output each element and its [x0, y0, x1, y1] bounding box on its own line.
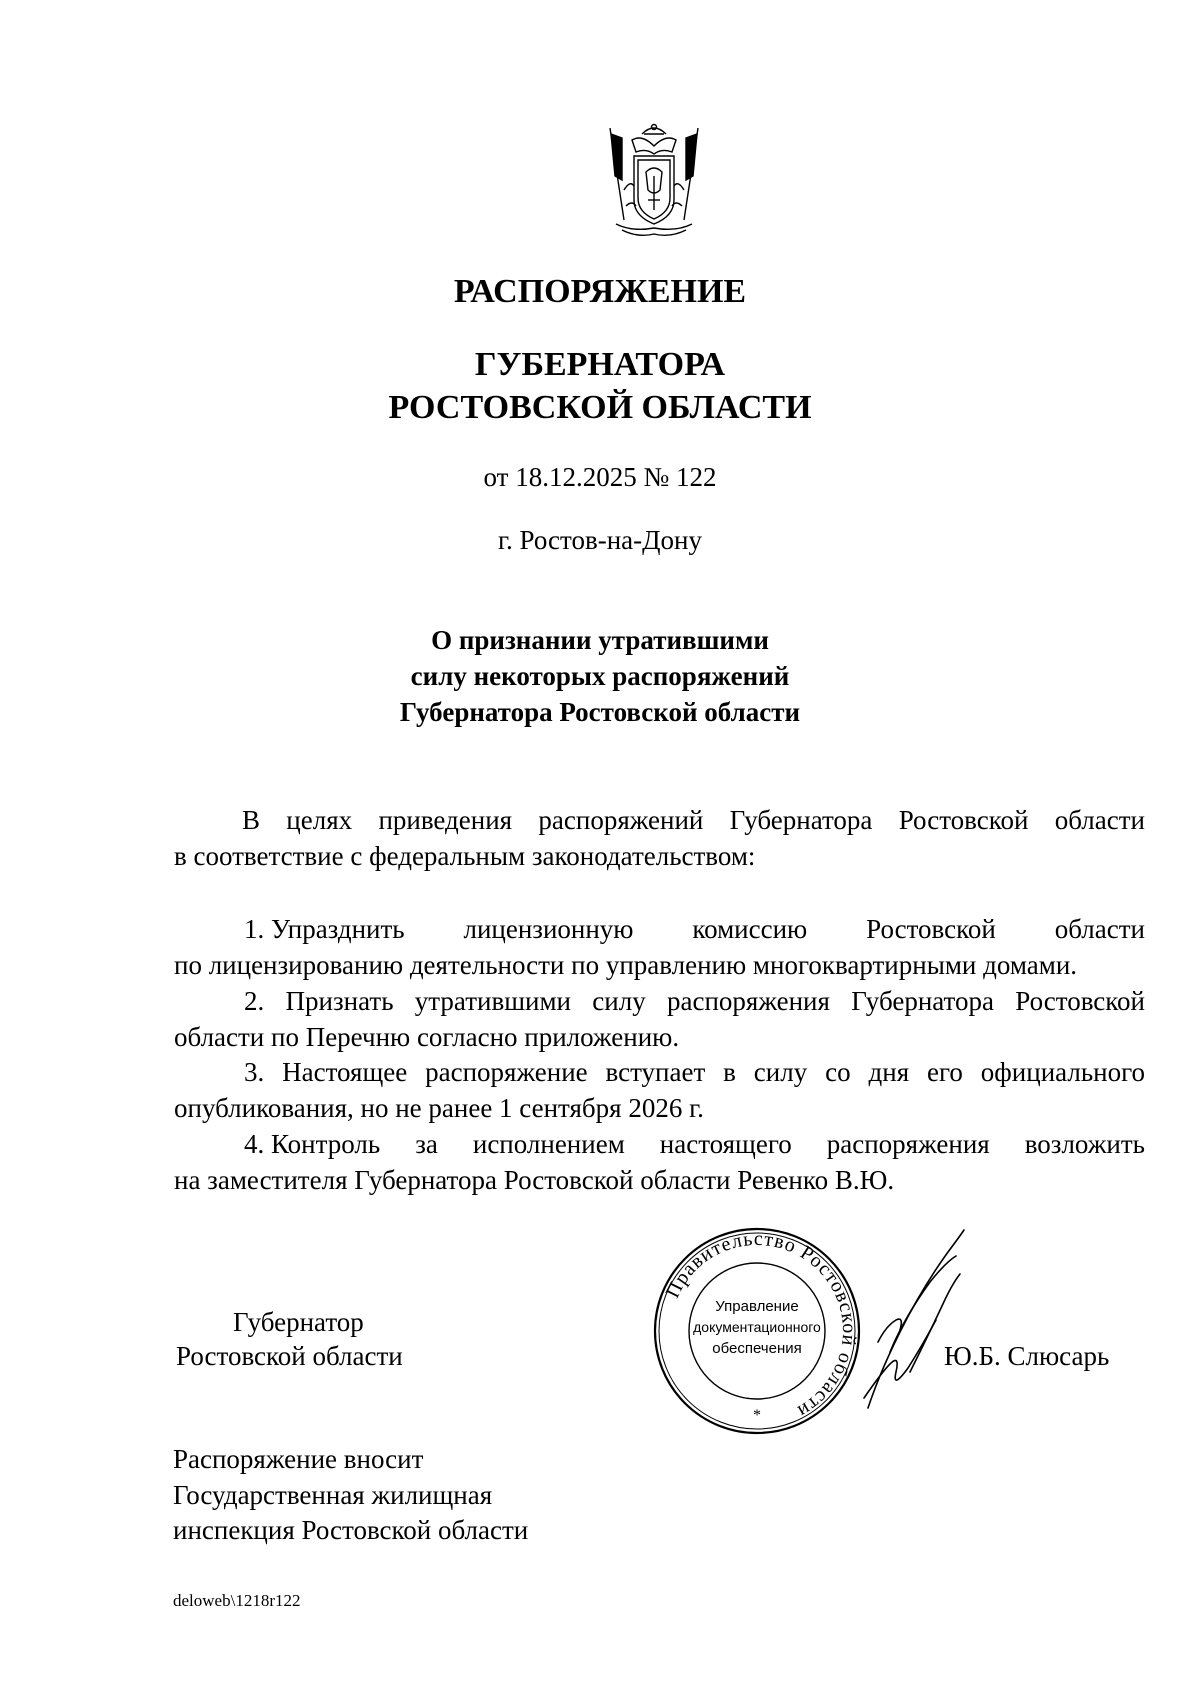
item-1-word: комиссию	[692, 914, 808, 944]
item-3-line2: опубликования, но не ранее 1 сентября 2026 г.	[174, 1093, 704, 1123]
signatory-position-line2: Ростовской области	[176, 1341, 403, 1371]
coat-of-arms-emblem	[602, 120, 706, 240]
item-2-line2: области по Перечню согласно приложению.	[174, 1022, 680, 1052]
date-and-number: от 18.12.2025 № 122	[483, 462, 717, 492]
item-1-word: 1. Упразднить	[244, 914, 405, 944]
item-1-word: лицензионную	[463, 914, 634, 944]
stamp-inner-line1: Управление	[715, 1298, 799, 1315]
item-1-line1	[174, 912, 1145, 946]
item-4-line1	[174, 1127, 1145, 1161]
item-4-word: возложить	[1024, 1129, 1145, 1159]
item-4-word: исполнением	[472, 1129, 625, 1159]
subject-line2: силу некоторых распоряжений	[410, 661, 790, 691]
official-stamp	[652, 1226, 862, 1436]
submitted-by-line3: инспекция Ростовской области	[173, 1515, 529, 1545]
item-4-word: 4. Контроль	[244, 1129, 381, 1159]
subject-line1: О признании утратившими	[431, 625, 769, 655]
stamp-outer-text: Правительство Ростовской области	[661, 1227, 861, 1423]
city: г. Ростов-на-Дону	[497, 525, 702, 555]
handwritten-signature	[860, 1222, 970, 1412]
stamp-star: *	[753, 1407, 761, 1424]
preamble-line2: в соответствие с федеральным законодательством:	[174, 841, 756, 871]
signatory-position-line1: Губернатор	[233, 1307, 364, 1337]
item-2-line1: 2. Признать утратившими силу распоряжения Губернатора Ростовской	[244, 986, 1145, 1016]
issuer-title-line2: РОСТОВСКОЙ ОБЛАСТИ	[388, 389, 812, 426]
item-4-line2: на заместителя Губернатора Ростовской области Ревенко В.Ю.	[174, 1165, 895, 1195]
subject-line3: Губернатора Ростовской области	[399, 697, 801, 727]
document-type-title: РАСПОРЯЖЕНИЕ	[453, 273, 747, 310]
item-4-word: настоящего	[659, 1129, 792, 1159]
item-4-word: за	[415, 1129, 438, 1159]
stamp-inner-line3: обеспечения	[712, 1340, 802, 1357]
submitted-by-line1: Распоряжение вносит	[173, 1444, 424, 1474]
item-1-line2: по лицензированию деятельности по управлению многоквартирными домами.	[174, 950, 1078, 980]
item-4-word: распоряжения	[826, 1129, 990, 1159]
stamp-inner-line2: документационного	[693, 1319, 821, 1335]
signatory-name: Ю.Б. Слюсарь	[944, 1341, 1110, 1371]
item-3-line1: 3. Настоящее распоряжение вступает в силу со дня его официального	[244, 1057, 1145, 1087]
item-1-word: Ростовской	[866, 914, 996, 944]
submitted-by-line2: Государственная жилищная	[173, 1480, 493, 1510]
file-code: deloweb\1218r122	[173, 1591, 301, 1610]
preamble-line1: В целях приведения распоряжений Губернатора Ростовской области	[242, 805, 1145, 835]
item-1-word: области	[1054, 914, 1145, 944]
issuer-title-line1: ГУБЕРНАТОРА	[474, 346, 726, 383]
